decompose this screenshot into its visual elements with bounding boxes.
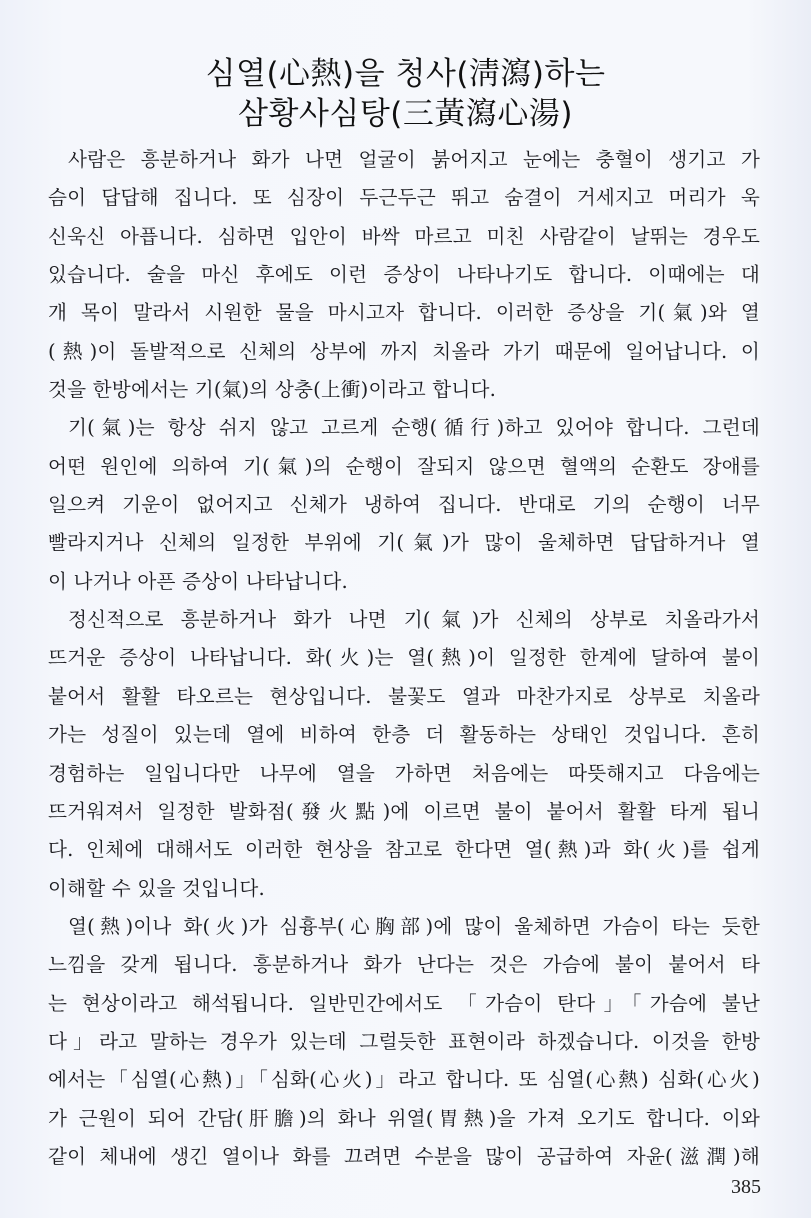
text-line: 다. 인체에 대해서도 이러한 현상을 참고로 한다면 열(熱)과 화(火)를 쉽게 (48, 838, 760, 862)
text-line: 경험하는 일입니다만 나무에 열을 가하면 처음에는 따뜻해지고 다음에는 (48, 761, 760, 785)
body-text (48, 141, 760, 1176)
text-line: 가는 성질이 있는데 열에 비하여 한층 더 활동하는 상태인 것입니다. 흔히 (48, 723, 760, 747)
page-number: 385 (731, 1176, 761, 1198)
page-title-line-2: 삼황사심탕(三黃瀉心湯) (238, 96, 573, 132)
text-line: 뜨거워져서 일정한 발화점(發火點)에 이르면 불이 붙어서 활활 타게 됩니 (48, 799, 760, 823)
text-line: 이해할 수 있을 것입니다. (48, 876, 265, 900)
text-line: 개 목이 말라서 시원한 물을 마시고자 합니다. 이러한 증상을 기(氣)와 열 (48, 301, 760, 325)
text-line: 정신적으로 흥분하거나 화가 나면 기(氣)가 신체의 상부로 치올라가서 (68, 608, 760, 632)
text-line: 붙어서 활활 타오르는 현상입니다. 불꽃도 열과 마찬가지로 상부로 치올라 (48, 684, 760, 708)
text-line: 기(氣)는 항상 쉬지 않고 고르게 순행(循行)하고 있어야 합니다. 그런데 (68, 416, 760, 440)
text-line: 는 현상이라고 해석됩니다. 일반민간에서도 「가슴이 탄다」「가슴에 불난 (48, 991, 760, 1015)
text-line: 빨라지거나 신체의 일정한 부위에 기(氣)가 많이 울체하면 답답하거나 열 (48, 531, 760, 555)
text-line: 사람은 흥분하거나 화가 나면 얼굴이 붉어지고 눈에는 충혈이 생기고 가 (68, 148, 760, 171)
text-line: 느낌을 갖게 됩니다. 흥분하거나 화가 난다는 것은 가슴에 불이 붙어서 타 (48, 953, 760, 977)
text-line: 슴이 답답해 집니다. 또 심장이 두근두근 뛰고 숨결이 거세지고 머리가 욱 (48, 186, 760, 210)
text-line: 이 나거나 아픈 증상이 나타납니다. (48, 569, 348, 593)
text-line: 있습니다. 술을 마신 후에도 이런 증상이 나타나기도 합니다. 이때에는 대 (48, 263, 760, 287)
text-line: 열(熱)이나 화(火)가 심흉부(心胸部)에 많이 울체하면 가슴이 타는 듯한 (68, 914, 760, 938)
text-line: 에서는「심열(心熱)」「심화(心火)」라고 합니다. 또 심열(心熱) 심화(心火) (48, 1068, 760, 1092)
text-line: 일으켜 기운이 없어지고 신체가 냉하여 집니다. 반대로 기의 순행이 너무 (48, 493, 760, 517)
text-line: 것을 한방에서는 기(氣)의 상충(上衝)이라고 합니다. (48, 378, 497, 402)
text-line: (熱)이 돌발적으로 신체의 상부에 까지 치올라 가기 때문에 일어납니다. 이 (48, 339, 760, 363)
text-line: 같이 체내에 생긴 열이나 화를 끄려면 수분을 많이 공급하여 자윤(滋潤)해 (48, 1144, 760, 1168)
page-title-line-1: 심열(心熱)을 청사(淸瀉)하는 (205, 56, 606, 92)
text-line: 다」라고 말하는 경우가 있는데 그럴듯한 표현이라 하겠습니다. 이것을 한방 (48, 1029, 760, 1053)
text-line: 가 근원이 되어 간담(肝膽)의 화나 위열(胃熱)을 가져 오기도 합니다. 이와 (48, 1106, 760, 1130)
text-line: 어떤 원인에 의하여 기(氣)의 순행이 잘되지 않으면 혈액의 순환도 장애를 (48, 454, 760, 478)
text-line: 뜨거운 증상이 나타납니다. 화(火)는 열(熱)이 일정한 한계에 달하여 불이 (48, 646, 760, 670)
text-line: 신욱신 아픕니다. 심하면 입안이 바싹 마르고 미친 사람같이 날뛰는 경우도 (48, 224, 760, 248)
